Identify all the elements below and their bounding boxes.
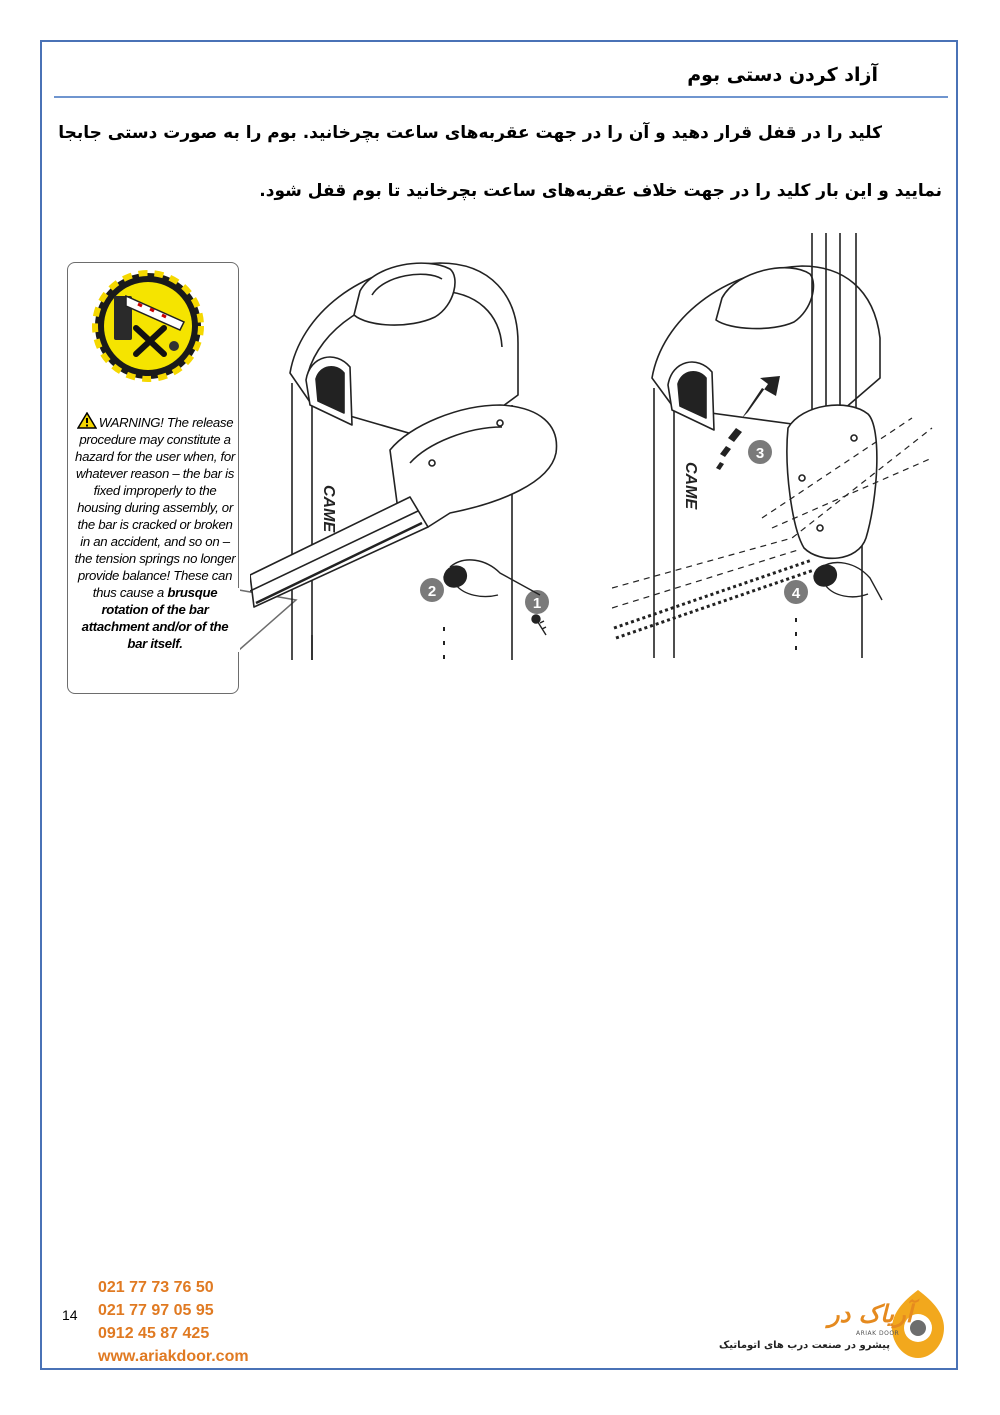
step-2-marker (420, 578, 444, 602)
barrier-release-illustration-right (612, 228, 942, 668)
phone-2: 021 77 97 05 95 (98, 1302, 214, 1319)
step-4-marker (784, 580, 808, 604)
brand-label-left: CAME (320, 485, 337, 533)
instruction-line-1: کلید را در قفل قرار دهید و آن را در جهت عقربه‌های ساعت بچرخانید. بوم را به صورت دستی جابجا (58, 123, 882, 143)
logo-tagline: پیشرو در صنعت درب های اتوماتیک (719, 1340, 890, 1351)
warning-triangle-icon (77, 412, 97, 429)
warning-body: The release procedure may constitute a hazard for the user when, for whatever reason – the bar is fixed improperly to the housing during assembly, or the bar is cracked or broken in an accident, and so on – the tension springs no longer provide balance! These can thus cause a (74, 415, 236, 600)
svg-text:2: 2 (427, 583, 437, 600)
page-number: 14 (62, 1307, 78, 1323)
hand-turning-key-icon (814, 563, 882, 600)
contact-block (98, 1276, 249, 1368)
section-heading: آزاد کردن دستی بوم (687, 64, 878, 86)
svg-text:4: 4 (791, 585, 801, 602)
warning-emphasis: brusque rotation of the bar attachment and/or of the bar itself. (81, 585, 229, 651)
phone-1: 021 77 73 76 50 (98, 1279, 214, 1296)
barrier-release-illustration-left (250, 255, 570, 665)
instruction-line-2: نمایید و این بار کلید را در جهت خلاف عقربه‌های ساعت بچرخانید تا بوم قفل شود. (259, 181, 942, 201)
step-3-marker (748, 440, 772, 464)
svg-text:1: 1 (532, 595, 542, 612)
no-climb-warning-icon (92, 270, 204, 382)
warning-lead: WARNING! (98, 415, 164, 430)
phone-3: 0912 45 87 425 (98, 1325, 210, 1342)
website-link[interactable]: www.ariakdoor.com (98, 1348, 249, 1365)
brand-label-right: CAME (682, 462, 699, 510)
logo-subtitle: ARIAK DOOR (856, 1330, 900, 1337)
svg-text:3: 3 (755, 445, 765, 462)
warning-text (74, 412, 236, 652)
logo-name: آریاک در (828, 1300, 913, 1328)
heading-rule (54, 96, 948, 98)
